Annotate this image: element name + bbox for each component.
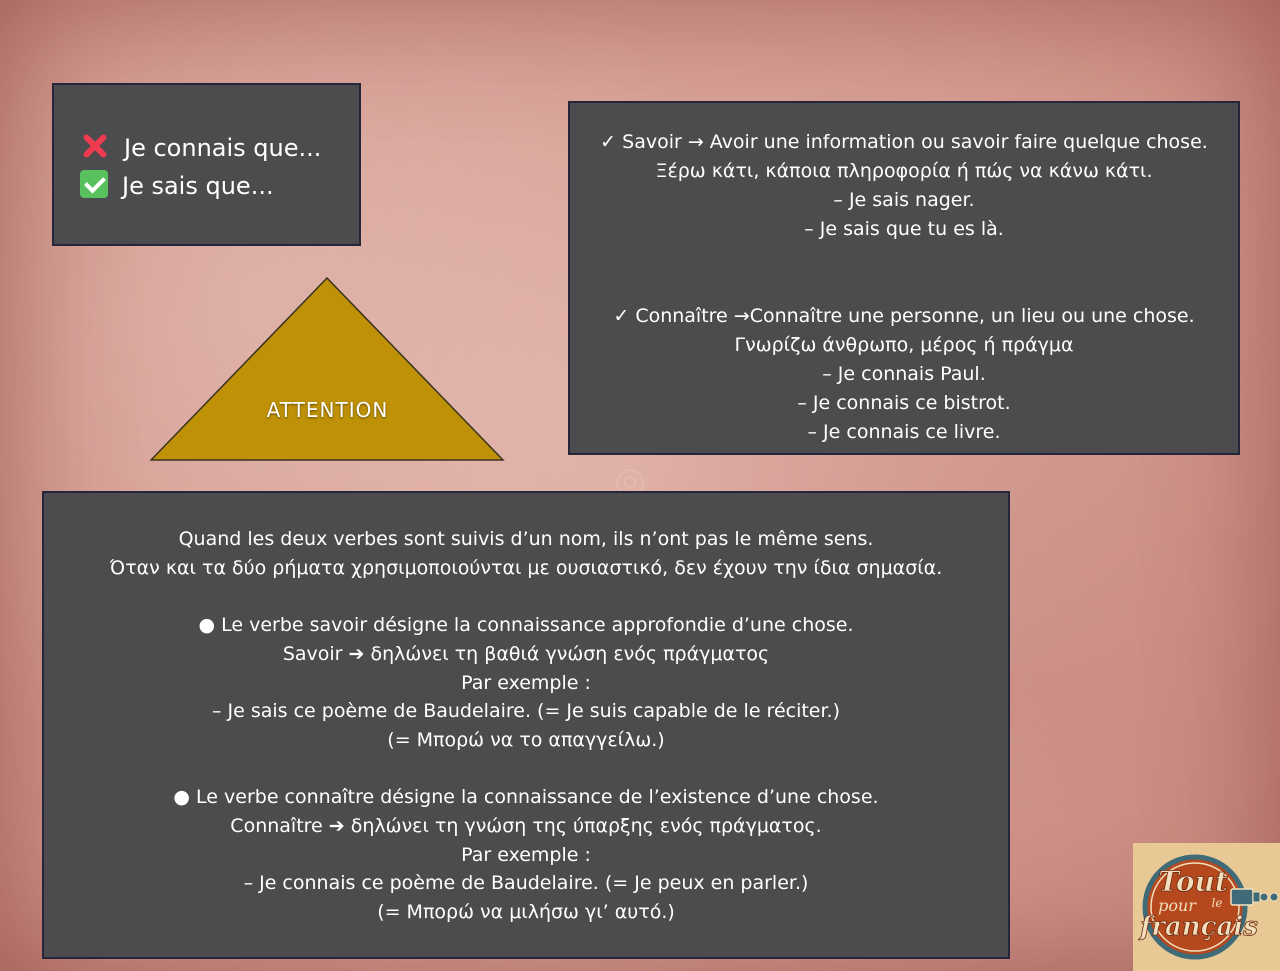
- savoir-definition: ✓ Savoir → Avoir une information ou savoir faire quelque chose.: [600, 131, 1208, 153]
- intro-greek: Όταν και τα δύο ρήματα χρησιμοποιούνται με ουσιαστικό, δεν έχουν την ίδια σημασία.: [109, 556, 943, 579]
- arrow-right-icon: ➔: [328, 815, 345, 837]
- savoir-rule-greek-text: δηλώνει τη βαθιά γνώση ενός πράγματος: [370, 642, 770, 665]
- check-mark-icon: [80, 170, 108, 198]
- wrong-usage-text: Je connais que...: [124, 134, 322, 162]
- watermark: ◎: [614, 460, 646, 501]
- logo-word-francais: français: [1140, 912, 1258, 942]
- attention-triangle: [150, 277, 505, 461]
- connaitre-word: Connaître: [230, 815, 323, 837]
- connaitre-rule-greek: [44, 812, 1008, 841]
- savoir-example-greek: (= Μπορώ να το απαγγείλω.): [387, 728, 665, 751]
- arrow-right-icon: ➔: [348, 642, 365, 665]
- savoir-rule: ● Le verbe savoir désigne la connaissance approfondie d’une chose.: [198, 614, 854, 637]
- connaitre-rule: ● Le verbe connaître désigne la connaissance de l’existence d’une chose.: [173, 786, 879, 809]
- savoir-example-2: – Je sais que tu es là.: [804, 218, 1004, 240]
- attention-label: ATTENTION: [266, 398, 389, 422]
- logo-word-pour: pour: [1158, 896, 1196, 915]
- definitions-box: [568, 101, 1240, 455]
- savoir-example-1: – Je sais nager.: [833, 189, 975, 211]
- explanation-box: [42, 491, 1010, 959]
- savoir-word: Savoir: [282, 642, 343, 665]
- connaitre-example-3: – Je connais ce livre.: [807, 421, 1001, 443]
- logo-word-le: le: [1211, 896, 1223, 910]
- tout-pour-le-francais-logo: [1133, 843, 1280, 971]
- connaitre-definition: ✓ Connaître →Connaître une personne, un lieu ou une chose.: [613, 305, 1195, 327]
- intro-french: Quand les deux verbes sont suivis d’un nom, ils n’ont pas le même sens.: [178, 528, 874, 550]
- cross-mark-icon: [80, 131, 110, 161]
- savoir-example-label: Par exemple :: [461, 671, 591, 694]
- right-usage-line: [80, 167, 359, 205]
- attention-triangle-shape: [151, 278, 503, 460]
- connaitre-rule-greek-text: δηλώνει τη γνώση της ύπαρξης ενός πράγματος.: [350, 815, 822, 837]
- connaitre-example-1: – Je connais Paul.: [822, 363, 986, 385]
- connaitre-example-greek: (= Μπορώ να μιλήσω γι’ αυτό.): [377, 901, 675, 924]
- savoir-example: – Je sais ce poème de Baudelaire. (= Je suis capable de le réciter.): [211, 700, 841, 723]
- savoir-rule-greek: [44, 640, 1008, 669]
- connaitre-example: – Je connais ce poème de Baudelaire. (= Je peux en parler.): [243, 872, 809, 895]
- connaitre-example-label: Par exemple :: [461, 843, 591, 866]
- savoir-definition-greek: Ξέρω κάτι, κάποια πληροφορία ή πώς να κάνω κάτι.: [655, 160, 1153, 182]
- right-usage-text: Je sais que...: [122, 172, 274, 200]
- wrong-right-usage-box: [52, 83, 361, 246]
- wrong-usage-line: [80, 129, 359, 167]
- logo-graphic: [1133, 843, 1280, 971]
- camera-icon: [1231, 889, 1278, 905]
- logo-word-tout: Tout: [1158, 865, 1228, 898]
- connaitre-definition-greek: Γνωρίζω άνθρωπο, μέρος ή πράγμα: [734, 334, 1074, 356]
- connaitre-example-2: – Je connais ce bistrot.: [797, 392, 1011, 414]
